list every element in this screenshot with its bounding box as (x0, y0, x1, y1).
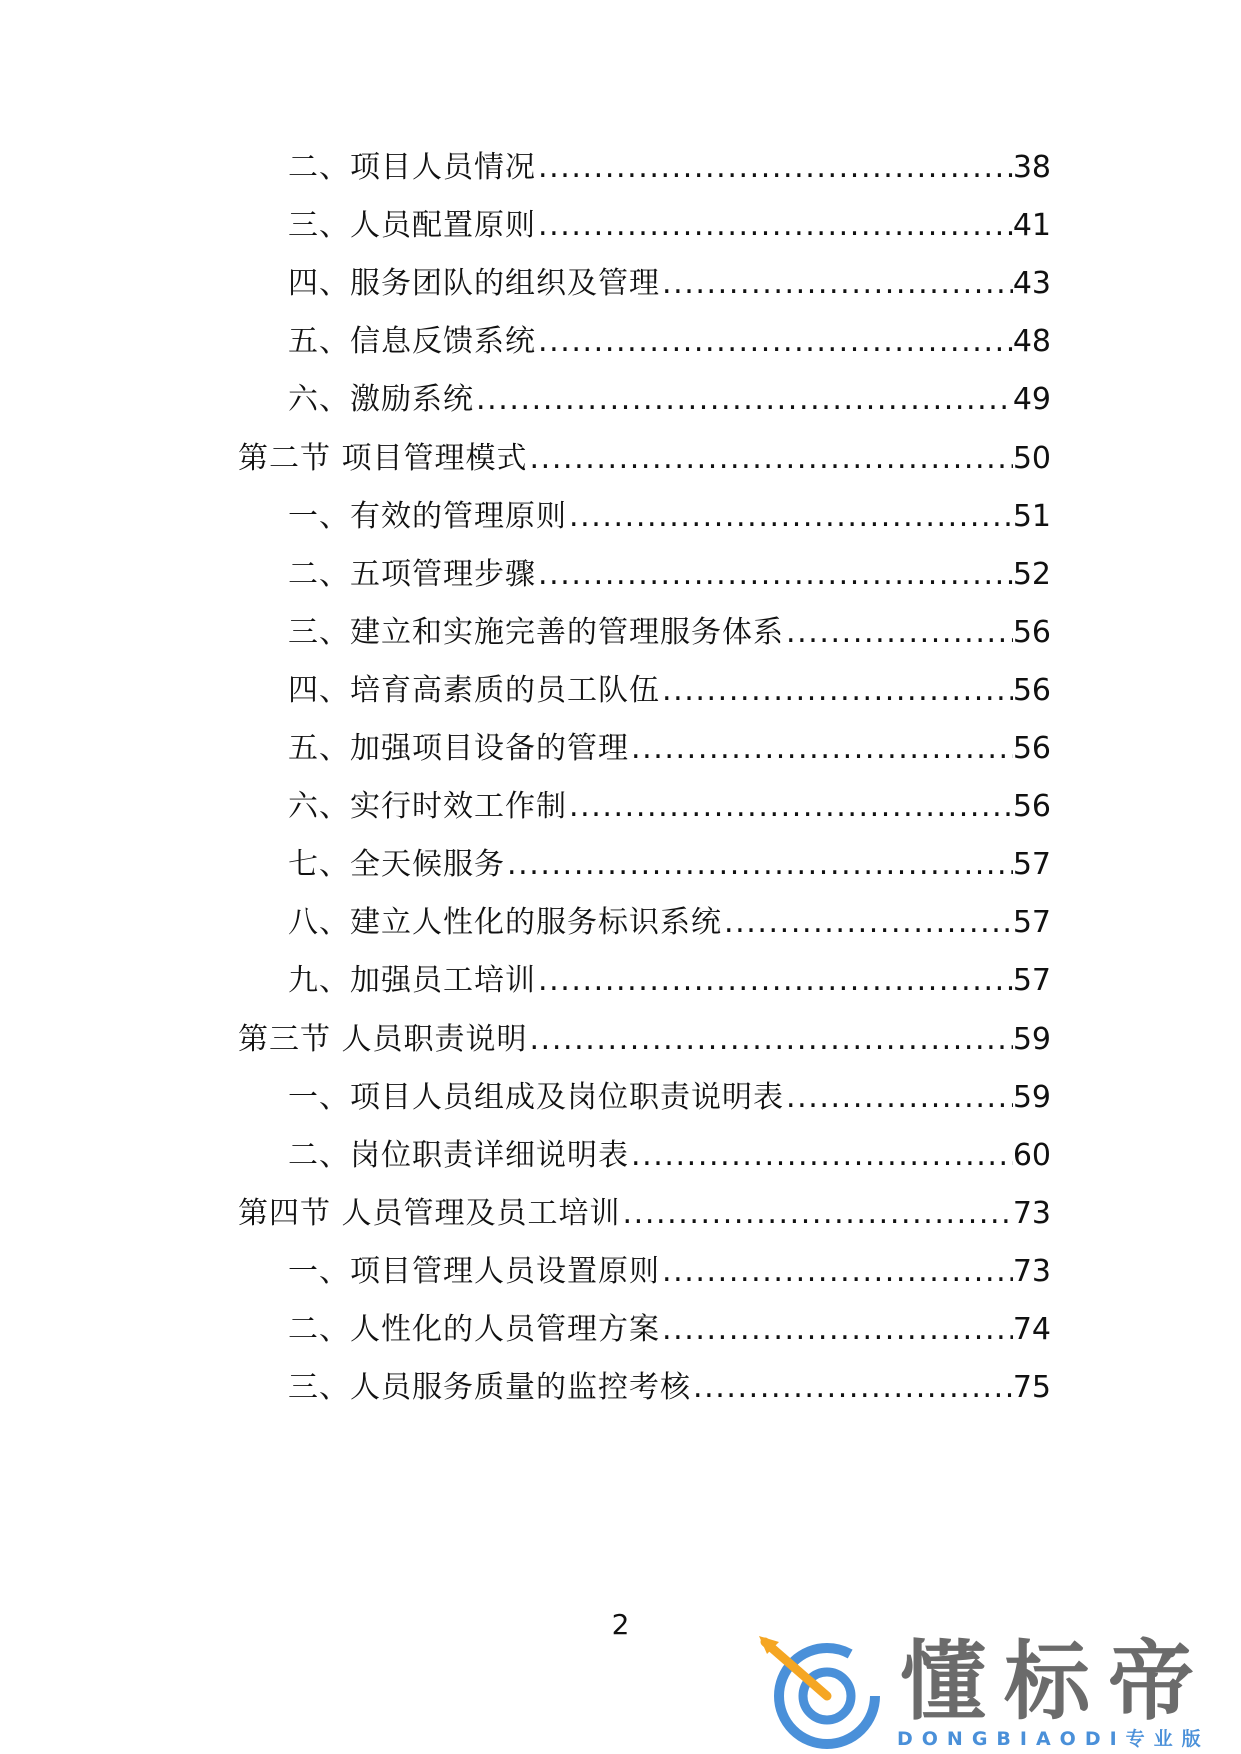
toc-page-number: 59 (1012, 1021, 1051, 1057)
toc-entry-title: 二、岗位职责详细说明表 (288, 1137, 629, 1173)
toc-subsection-entry[interactable] (288, 1247, 1051, 1297)
toc-dot-leader (784, 1073, 1013, 1123)
toc-dot-leader (629, 724, 1013, 774)
watermark-subtitle: DONGBIAODI专业版 (897, 1728, 1210, 1750)
toc-entry-title: 二、人性化的人员管理方案 (288, 1312, 660, 1347)
toc-subsection-entry[interactable] (288, 550, 1051, 600)
toc-dot-leader (536, 317, 1013, 367)
toc-dot-leader (691, 1363, 1013, 1413)
toc-subsection-entry[interactable] (288, 1305, 1051, 1355)
toc-subsection-entry[interactable] (288, 898, 1051, 948)
toc-dot-leader (722, 898, 1013, 948)
toc-entry-title: 第四节 人员管理及员工培训 (238, 1195, 621, 1231)
toc-subsection-entry[interactable] (288, 956, 1051, 1006)
toc-subsection-entry[interactable] (288, 782, 1051, 832)
toc-dot-leader (567, 492, 1013, 542)
toc-page-number: 43 (1012, 266, 1051, 302)
toc-entry-title: 四、服务团队的组织及管理 (288, 266, 660, 302)
toc-subsection-entry[interactable] (288, 259, 1051, 309)
toc-page-number: 73 (1012, 1195, 1051, 1231)
toc-subsection-entry[interactable] (288, 608, 1051, 658)
toc-entry-title: 五、信息反馈系统 (288, 324, 536, 360)
toc-page-number: 56 (1012, 614, 1051, 650)
toc-entry-title: 二、五项管理步骤 (288, 556, 536, 592)
toc-page-number: 52 (1012, 556, 1051, 592)
toc-section-entry[interactable] (238, 1189, 1051, 1239)
toc-dot-leader (660, 666, 1013, 716)
toc-dot-leader (536, 143, 1013, 193)
page-number: 2 (611, 1608, 630, 1641)
toc-dot-leader (660, 1305, 1013, 1355)
toc-page-number: 57 (1012, 847, 1051, 883)
toc-dot-leader (536, 550, 1013, 600)
toc-subsection-entry[interactable] (288, 201, 1051, 251)
toc-dot-leader (629, 1131, 1013, 1181)
toc-section-entry[interactable] (238, 434, 1051, 484)
toc-subsection-entry[interactable] (288, 840, 1051, 890)
toc-entry-title: 一、有效的管理原则 (288, 498, 567, 534)
toc-page-number: 60 (1012, 1137, 1051, 1173)
toc-entry-title: 一、项目管理人员设置原则 (288, 1253, 660, 1289)
toc-entry-title: 五、加强项目设备的管理 (288, 731, 629, 766)
toc-page-number: 50 (1012, 440, 1051, 476)
toc-dot-leader (621, 1189, 1013, 1239)
toc-dot-leader (660, 259, 1013, 309)
toc-page-number: 73 (1012, 1253, 1051, 1289)
toc-page-number: 57 (1012, 963, 1051, 999)
toc-entry-title: 第二节 项目管理模式 (238, 440, 528, 476)
toc-subsection-entry[interactable] (288, 143, 1051, 193)
toc-subsection-entry[interactable] (288, 1073, 1051, 1123)
toc-entry-title: 九、加强员工培训 (288, 963, 536, 999)
toc-page-number: 56 (1012, 731, 1051, 766)
toc-entry-title: 八、建立人性化的服务标识系统 (288, 905, 722, 941)
toc-page-number: 49 (1012, 382, 1051, 418)
toc-entry-title: 一、项目人员组成及岗位职责说明表 (288, 1079, 784, 1115)
toc-dot-leader (536, 956, 1013, 1006)
toc-page-number: 41 (1012, 208, 1051, 244)
toc-dot-leader (536, 201, 1013, 251)
toc-entry-title: 二、项目人员情况 (288, 150, 536, 185)
toc-page-number: 48 (1012, 324, 1051, 360)
toc-page-number: 75 (1012, 1370, 1051, 1406)
toc-entry-title: 三、人员服务质量的监控考核 (288, 1370, 691, 1406)
toc-dot-leader (474, 375, 1013, 425)
toc-page-number: 51 (1012, 498, 1051, 534)
toc-subsection-entry[interactable] (288, 724, 1051, 774)
toc-page-number: 74 (1012, 1312, 1051, 1347)
toc-entry-title: 四、培育高素质的员工队伍 (288, 672, 660, 708)
target-logo-icon (745, 1632, 895, 1750)
toc-page-number: 38 (1012, 150, 1051, 185)
watermark-brand: 懂标帝 (900, 1632, 1212, 1732)
toc-entry-title: 六、实行时效工作制 (288, 789, 567, 825)
toc-dot-leader (505, 840, 1013, 890)
toc-dot-leader (660, 1247, 1013, 1297)
toc-entry-title: 第三节 人员职责说明 (238, 1021, 528, 1057)
toc-entry-title: 三、建立和实施完善的管理服务体系 (288, 614, 784, 650)
toc-subsection-entry[interactable] (288, 492, 1051, 542)
toc-subsection-entry[interactable] (288, 375, 1051, 425)
toc-subsection-entry[interactable] (288, 1131, 1051, 1181)
toc-subsection-entry[interactable] (288, 666, 1051, 716)
watermark (745, 1632, 1235, 1750)
toc-page-number: 59 (1012, 1079, 1051, 1115)
toc-page-number: 56 (1012, 789, 1051, 825)
toc-dot-leader (784, 608, 1013, 658)
toc-entry-title: 三、人员配置原则 (288, 208, 536, 244)
toc-dot-leader (567, 782, 1013, 832)
toc-dot-leader (528, 1015, 1013, 1065)
toc-entry-title: 六、激励系统 (288, 382, 474, 418)
toc-dot-leader (528, 434, 1013, 484)
toc-subsection-entry[interactable] (288, 1363, 1051, 1413)
toc-page-number: 57 (1012, 905, 1051, 941)
toc-entry-title: 七、全天候服务 (288, 847, 505, 883)
toc-section-entry[interactable] (238, 1015, 1051, 1065)
toc-subsection-entry[interactable] (288, 317, 1051, 367)
toc-page-number: 56 (1012, 672, 1051, 708)
